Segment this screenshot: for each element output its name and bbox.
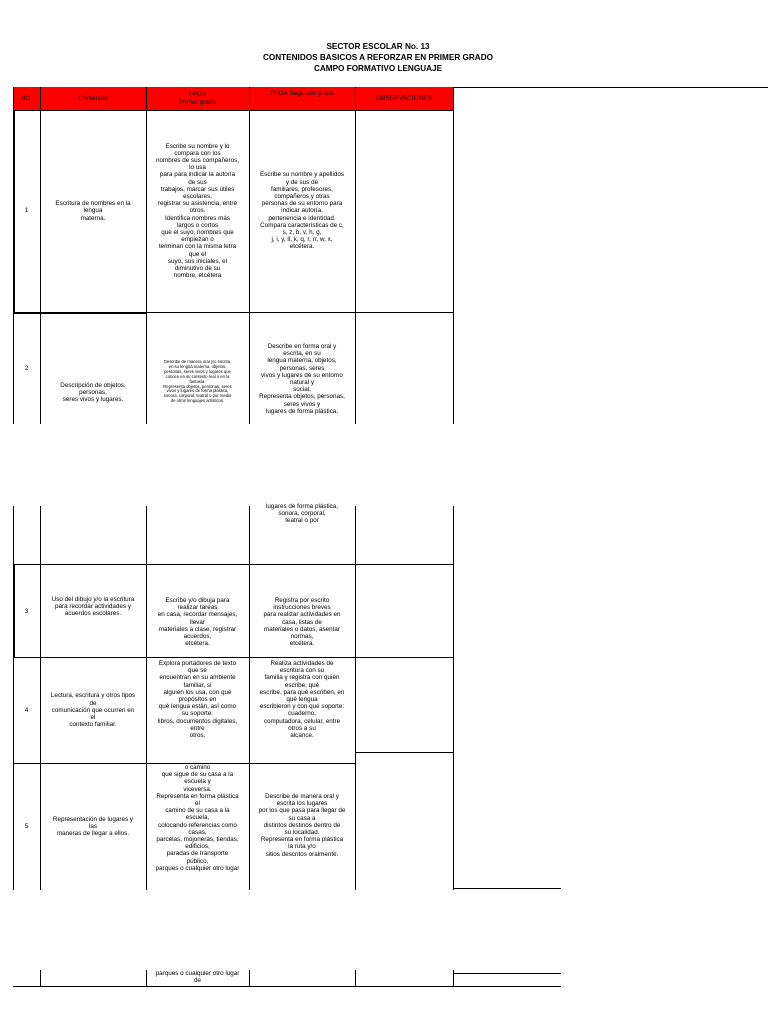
grid-line (453, 87, 454, 424)
row1-ppda2: Escribe su nombre y apellidos y de sus de familiares, profesores, compañeros y otras personas de su entorno para indicar autoría, pertenencia e identidad. Compara características de c, s, z, b, v, h, g, j, i, y, ll, k, q, r, rr, w, x, etcétera. (260, 171, 344, 251)
row2-ppda2-top: Describe en forma oral y escrita, en su lengua materna, objetos, personas, seres vivos y lugares de su entorno natural y social. Representa objetos, personas, seres vivos y lugares de forma plástica, (259, 343, 345, 415)
page-gap-2 (0, 890, 768, 970)
grid-line (40, 87, 41, 424)
row1-contenido: Escritura de nombres en la lengua materna. (55, 200, 131, 222)
page-gap (0, 424, 768, 506)
row2-contenido: Descripción de objetos, personas, seres vivos y lugares. (60, 382, 126, 404)
row4-ppda1: Explora portadores de texto que se encuentran en su ambiente familiar, si alguien los usa, con qué propósitos en qué lengua están, así como su soporte: libros, documentos digitales, entre otros. (157, 660, 238, 740)
grid-line (13, 763, 355, 764)
row4-ppda2: Realiza actividades de escritura con su familia y registra con quién escribe, qué escribe, para qué escriben, en qué lengua escribieron y con qué soporte: cuaderno, computadora, celular, entre otros a su alcance. (259, 660, 345, 740)
grid-line (453, 888, 561, 889)
header-no: NO. (13, 87, 40, 110)
row1-no: 1 (24, 207, 29, 215)
grid-line (13, 657, 454, 658)
grid-line (13, 110, 15, 313)
grid-line (13, 986, 561, 987)
row4-no: 4 (24, 706, 29, 714)
row5-ppda1: o camino que sigue de su casa a la escuela y viceversa. Representa en forma plástica el camino de su casa a la escuela, colocando referencias como casas, parcelas, mojoneras, tiendas, edificios, paradas de transporte público, parques o cualquier otro lugar (155, 764, 240, 872)
grid-line (249, 87, 250, 424)
row3-ppda1: Escribe y/o dibuja para realizar tareas en casa, recordar mensajes, llevar materiales a clase, registrar acuerdos, etcétera. (157, 597, 238, 648)
grid-line (355, 87, 356, 424)
grid-line (146, 970, 147, 987)
row4-contenido: Lectura, escritura y otros tipos de comunicación que ocurren en el contexto familiar. (50, 692, 136, 729)
row5-no: 5 (24, 822, 29, 830)
document-section: CAMPO FORMATIVO LENGUAJE (313, 64, 443, 73)
row3-ppda2: Registra por escrito instrucciones breves para realizar actividades en casa, listas de materiales o datos, asentar normas, etcétera. (263, 597, 341, 648)
grid-line (13, 110, 454, 111)
grid-line (40, 970, 41, 987)
document-subtitle: CONTENIDOS BASICOS A REFORZAR EN PRIMER GRADO (262, 53, 494, 62)
header-ppda-segundo: PPDA Segundo grado (249, 87, 355, 110)
row2-ppda2-bottom: lugares de forma plástica, sonora, corporal, teatral o por (265, 503, 339, 525)
row5-ppda1-bottom: parques o cualquier otro lugar de (155, 970, 240, 985)
row1-ppda1: Escribe su nombre y lo compara con los nombres de sus compañeros, lo usa para para indicar la autoría de sus trabajos, marcar sus útiles escolares, registrar su asistencia, entre otros. Identifica nombres más largos o cortos que el suyo, nombres que empiezan o terminan con la misma letra que el suyo, sus iniciales, el diminutivo de su nombre, etcétera (156, 142, 239, 280)
row3-no: 3 (24, 608, 29, 616)
row5-ppda2: Describe de manera oral y escrita los lugares por los que pasa para llegar de su casa a distintos destinos dentro de su localidad. Representa en forma plástica la ruta y/o sitios descritos oralmente. (258, 793, 346, 858)
grid-line (355, 752, 453, 753)
header-contenido: Contenido (40, 87, 146, 110)
grid-line (355, 970, 356, 987)
grid-line (13, 312, 147, 314)
document-title: SECTOR ESCOLAR No. 13 (326, 42, 430, 51)
grid-line (146, 312, 454, 313)
grid-line (13, 564, 454, 565)
row5-contenido: Representación de lugares y las maneras de llegar a ellos. (52, 816, 134, 838)
header-observaciones: OBSERVACIONES (355, 87, 453, 110)
row3-contenido: Uso del dibujo y/o la escritura para recordar actividades y acuerdos escolares. (51, 596, 135, 618)
grid-line (249, 970, 250, 987)
grid-line (453, 973, 561, 974)
header-ppda-primer: PPDA Primer grado (146, 87, 249, 110)
row2-ppda1: Describe de manera oral y/o escrita, en su lengua materna, objetos, personas, seres vivos y lugares que conoce en su contexto real o en la fantasía. Representa objetos, personas, seres vivos y lugares de forma plástica, sonora, corporal, teatral o por medio de otros lenguajes artísticos. (163, 360, 232, 404)
row2-no: 2 (24, 365, 29, 373)
grid-line (13, 564, 15, 658)
grid-line (146, 87, 147, 424)
